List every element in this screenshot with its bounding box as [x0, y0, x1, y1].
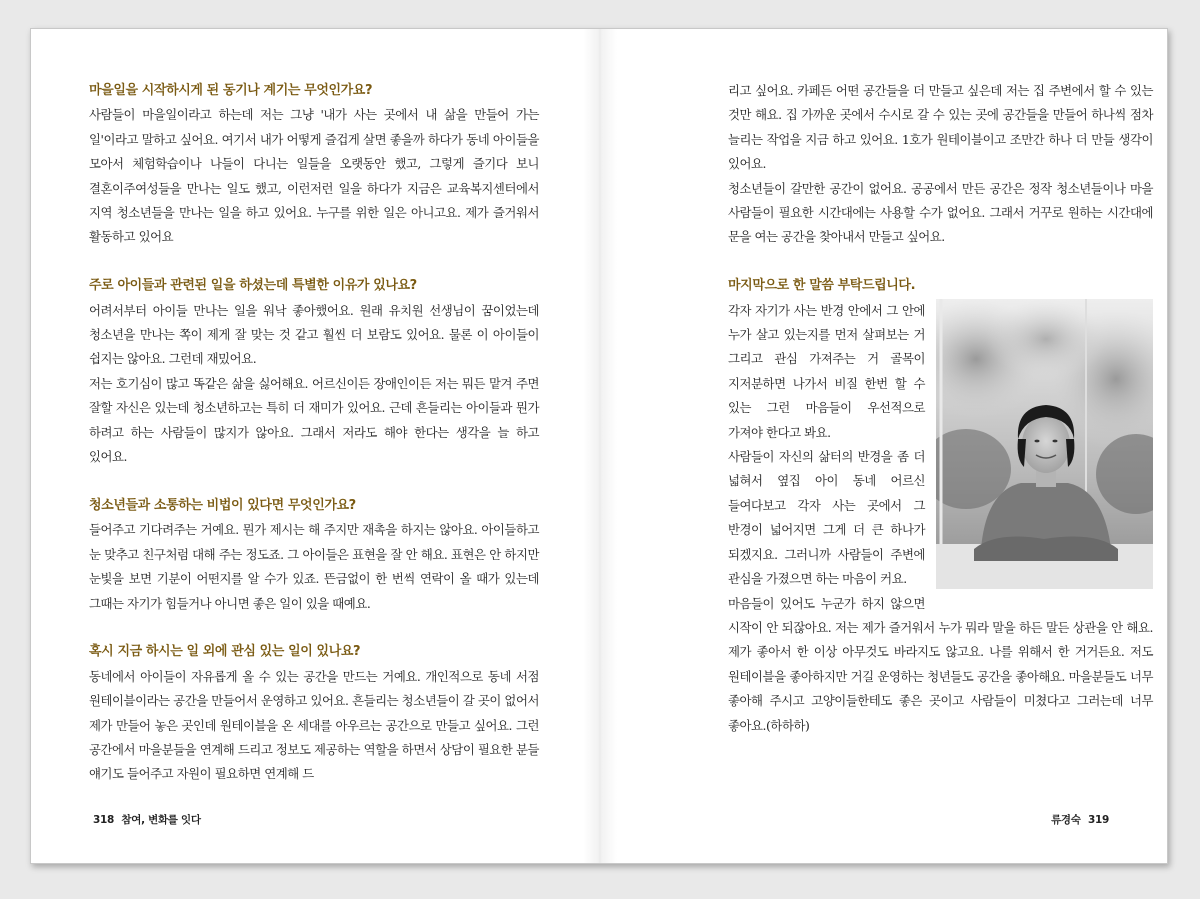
section-reason — [89, 274, 539, 469]
portrait-photo — [936, 299, 1153, 589]
section-closing — [728, 274, 1153, 738]
paragraph: 저는 호기심이 많고 똑같은 삶을 싫어해요. 어르신이든 장애인이든 저는 뭐든 맡겨 주면 잘할 자신은 있는데 청소년하고는 특히 더 재미가 있어요. 근데 흔들리는 아이들과 뭔가 하려고 하는 사람들이 많지가 않아요. 그래서 저라도 해야 한다는 생각을 늘 하고 있어요. — [89, 375, 539, 465]
page-number: 319 — [1087, 814, 1109, 826]
paragraph: 마음들이 있어도 누군가 하지 않으면 시작이 안 되잖아요. 저는 제가 즐거워서 누가 뭐라 말을 하든 말든 상관을 안 해요. 제가 좋아서 한 이상 아무것도 바라지도 않고요. 나를 위해서 한 거거든요. 저도 원테이블을 좋아하지만 거길 운영하는 청년들도 공간을 좋아해요. 마을분들도 너무 좋아해 주시고 고양이들한테도 좋은 곳이고 사람들이 미쳤다고 그러는데 너무 좋아요.(하하하) — [728, 595, 1153, 733]
section-heading: 마을일을 시작하시게 된 동기나 계기는 무엇인가요? — [89, 83, 373, 98]
running-title: 류경숙 — [1051, 814, 1081, 826]
right-column — [728, 79, 1153, 738]
paragraph: 동네에서 아이들이 자유롭게 올 수 있는 공간을 만드는 거예요. 개인적으로 동네 서점 원테이블이라는 공간을 만들어서 운영하고 있어요. 흔들리는 청소년들이 갈 곳이 없어서 제가 만들어 놓은 곳인데 원테이블을 온 세대를 아우르는 공간으로 만들고 싶어요. 그런 공간에서 마을분들을 연계해 드리고 정보도 제공하는 역할을 하면서 상담이 필요한 분들 얘기도 들어주고 자원이 필요하면 연계해 드 — [89, 668, 539, 782]
section-continued — [728, 79, 1153, 250]
left-page — [31, 29, 600, 863]
running-title: 참여, 변화를 잇다 — [121, 814, 201, 826]
section-heading: 마지막으로 한 말씀 부탁드립니다. — [728, 278, 916, 294]
section-heading: 혹시 지금 하시는 일 외에 관심 있는 일이 있나요? — [89, 644, 361, 660]
portrait-illustration — [936, 299, 1153, 589]
paragraph: 사람들이 자신의 삶터의 반경을 좀 더 넓혀서 옆집 아이 동네 어르신 들여다보고 각자 사는 곳에서 그 반경이 넓어지면 그게 더 큰 하나가 되겠지요. 그러니까 사람들이 주변에 관심을 가졌으면 하는 마음이 커요. — [728, 449, 925, 587]
paragraph: 어려서부터 아이들 만나는 일을 워낙 좋아했어요. 원래 유치원 선생님이 꿈이었는데 청소년을 만나는 쪽이 제게 잘 맞는 것 같고 훨씬 더 보람도 있어요. 물론 이 아이들이 쉽지는 않아요. 그런데 재밌어요. — [89, 302, 539, 367]
left-column — [89, 79, 539, 787]
page-footer-right — [1051, 812, 1113, 827]
section-motivation — [89, 79, 539, 250]
book-spread — [30, 28, 1168, 864]
right-page — [600, 29, 1169, 863]
paragraph: 사람들이 마을일이라고 하는데 저는 그냥 '내가 사는 곳에서 내 삶을 만들어 가는 일'이라고 말하고 싶어요. 여기서 내가 어떻게 즐겁게 살면 좋을까 하다가 동네 아이들을 모아서 체험학습이나 나들이 다니는 일들을 오랫동안 했고, 그렇게 즐기다 보니 결혼이주여성들을 만나는 일도 했고, 이런저런 일을 하다가 지금은 교육복지센터에서 지역 청소년들을 만나는 일을 하고 있어요. 누구를 위한 일은 아니고요. 제가 즐거워서 활동하고 있어요 — [89, 107, 539, 245]
section-heading: 청소년들과 소통하는 비법이 있다면 무엇인가요? — [89, 497, 356, 513]
page-number: 318 — [93, 814, 115, 826]
paragraph: 리고 싶어요. 카페든 어떤 공간들을 더 만들고 싶은데 저는 집 주변에서 할 수 있는 것만 해요. 집 가까운 곳에서 수시로 갈 수 있는 곳에 공간들을 만들어 하나씩 점차 늘리는 작업을 지금 하고 있어요. 1호가 원테이블이고 조만간 하나 더 만들 생각이 있어요. — [728, 83, 1153, 172]
paragraph: 각자 자기가 사는 반경 안에서 그 안에 누가 살고 있는지를 먼저 살펴보는 거 그리고 관심 가져주는 거 골목이 지저분하면 나가서 비질 한번 할 수 있는 그런 마음들이 우선적으로 가져야 한다고 봐요. — [728, 302, 925, 440]
paragraph: 청소년들이 갈만한 공간이 없어요. 공공에서 만든 공간은 정작 청소년들이나 마을 사람들이 필요한 시간대에는 사용할 수가 없어요. 그래서 거꾸로 원하는 시간대에 문을 여는 공간을 찾아내서 만들고 싶어요. — [728, 180, 1153, 245]
page-footer-left — [89, 812, 201, 827]
section-interests — [89, 640, 539, 786]
section-communication — [89, 494, 539, 616]
section-heading: 주로 아이들과 관련된 일을 하셨는데 특별한 이유가 있나요? — [89, 278, 417, 294]
paragraph: 들어주고 기다려주는 거예요. 뭔가 제시는 해 주지만 재촉을 하지는 않아요. 아이들하고 눈 맞추고 친구처럼 대해 주는 정도죠. 그 아이들은 표현을 잘 안 해요. 표현은 안 하지만 눈빛을 보면 기분이 어떤지를 알 수가 있죠. 뜬금없이 한 번씩 연락이 올 때가 있는데 그때는 자기가 힘들거나 아니면 좋은 일이 있을 때예요. — [89, 522, 539, 611]
